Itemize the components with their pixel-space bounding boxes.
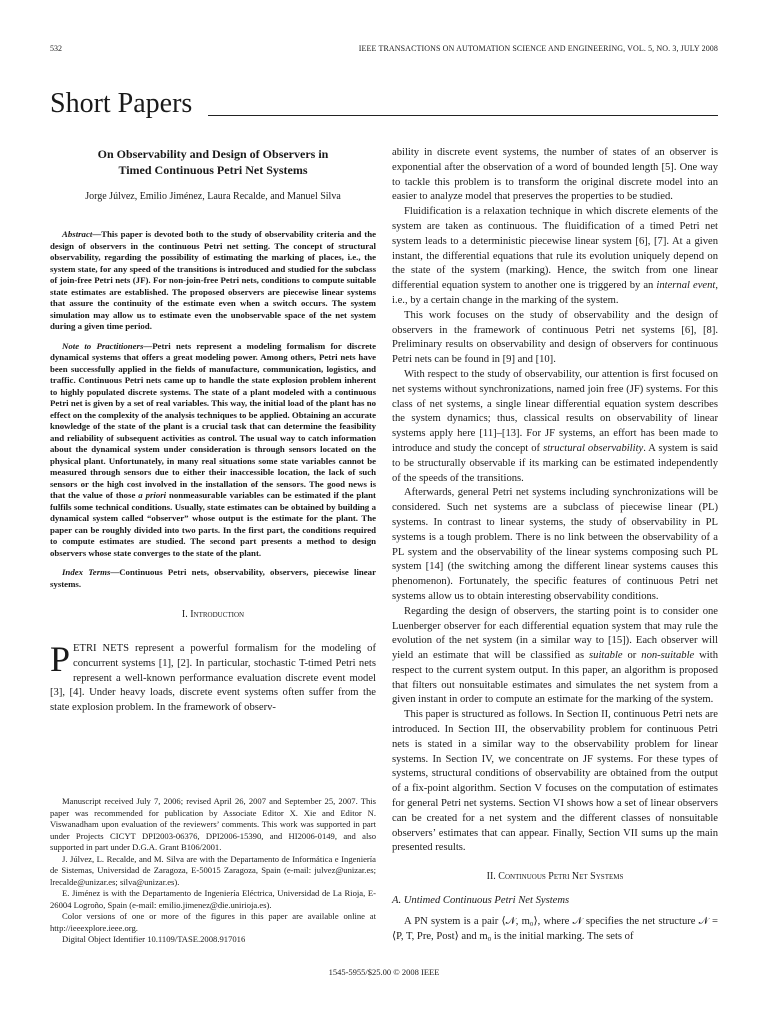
practitioners-italic: a priori [138, 490, 167, 500]
page-number: 532 [50, 44, 62, 53]
journal-name: IEEE TRANSACTIONS ON AUTOMATION SCIENCE AND ENGINEERING, VOL. 5, NO. 3, JULY 2008 [358, 44, 718, 53]
paper-title-line: On Observability and Design of Observers in [97, 147, 329, 161]
section-number: I. [181, 609, 191, 620]
left-column [50, 146, 376, 716]
intro-text: ETRI NETS represent a powerful formalism for the modeling of concurrent systems [1], [2]. In particular, stochastic T-timed Petri nets represent a well-known performance evaluation discrete event model [3], [4]. Under heavy loads, discrete event systems often suffer from the state explosion problem. In the framework of observ- [50, 643, 376, 714]
banner-rule [208, 115, 718, 116]
abstract-text: —This paper is devoted both to the study of observability criteria and the design of observers in the continuous Petri net setting. The concept of structural observability, regarding the possibility of estimating the marking of places, i.e., the system state, for any speed of the transitions is introduced and studied for the subclass of join-free Petri nets (JF). For non-join-free Petri nets, conditions to compute suitable state estimates are established. The proposed observers are piecewise linear systems that assure the continuity of the estimate even when a switch occurs. The system simulation may allow us to estimate even the unobservable space of the net system during a given time period. [50, 229, 376, 331]
paper-authors: Jorge Júlvez, Emilio Jiménez, Laura Recalde, and Manuel Silva [85, 191, 341, 202]
footnote-affiliation: J. Júlvez, L. Recalde, and M. Silva are with the Departamento de Informática e Ingeniería de Sistemas, Universidad de Zaragoza, E-50015 Zaragoza, Spain (e-mail: julvez@unizar.es; lrecalde@unizar.es; silva@unizar.es). [50, 853, 376, 887]
section-banner-title: Short Papers [50, 88, 193, 119]
body-paragraph [392, 205, 718, 309]
note-to-practitioners [50, 341, 376, 560]
subsection-heading: A. Untimed Continuous Petri Net Systems [392, 895, 570, 907]
practitioners-text: nonmeasurable variables can be estimated if the plant fulfils some technical conditions. Usually, state estimates can be obtained by building a dynamical system called “observer” whose output is the estimate for the plant. The paper can be roughly divided into two parts. In the first part, the conditions required to compute estimates are studied. The second part presents a method to design observers whose state converges to the state of the plant. [50, 490, 376, 558]
running-header [50, 44, 718, 58]
section-title: Introduction [190, 609, 245, 620]
footnote-manuscript: Manuscript received July 7, 2006; revised April 26, 2007 and September 25, 2007. This paper was recommended for publication by Associate Editor X. Xie and Editor N. Viswanadham upon evaluation of the reviewers’ comments. This work was supported in part under Projects CICYT DPI2003-06376, DPI2006-15390, and HI2006-0149, and also supported in part under D.G.A. Grant B106/2001. [50, 796, 376, 852]
intro-paragraph [50, 639, 376, 716]
body-italic: structural observability [543, 442, 644, 454]
index-terms-label: Index Terms [62, 567, 111, 577]
practitioners-text: —Petri nets represent a modeling formalism for discrete dynamical systems that offers a great modeling power. Among others, Petri nets have been successfully applied in the fields of manufacture, communication, logistics, and traffic. Continuous Petri nets came up to handle the state explosion problem inherent to highly populated discrete systems. The state of a plant modeled with a continuous Petri net is given by a set of real variables. This way, the initial load of the plant has no effect on the complexity of the analysis techniques to be applied. Obtaining an accurate knowledge of the state of the plant is a crucial task that can determine the feasibility and reliability of subsequent activities as control. The usual way to catch information about the dynamical system under consideration is through sensors located on the physical plant. Unfortunately, in many real situations some state variables cannot be measured through sensors due to either their inaccessible location, the lack of such sensors or the high cost involved in the installation of the sensors. The good news is that the value of those [50, 340, 376, 500]
abstract [50, 229, 376, 333]
body-text: Regarding the design of observers, the starting point is to consider one Luenberger observer for each differential equation system that may rule the evolution of the net system (in a similar way to [15]). Each observer will yield an estimate that will be classified as [392, 605, 718, 662]
section-title: Continuous Petri Net Systems [498, 871, 624, 883]
section-heading-introduction [50, 608, 376, 622]
practitioners-label: Note to Practitioners [62, 340, 144, 351]
footnote-affiliation: E. Jiménez is with the Departamento de Ingeniería Eléctrica, Universidad de La Rioja, E-26004 Logroño, Spain (e-mail: emilio.jimenez@die.unirioja.es). [50, 888, 376, 910]
body-italic: non-suitable [641, 650, 695, 662]
body-paragraph [392, 605, 718, 709]
body-text: or [622, 650, 642, 662]
body-text: , i.e., by a certain change in the marking of the system. [392, 280, 718, 306]
footnote-color: Color versions of one or more of the figures in this paper are available online at http://ieeexplore.ieee.org. [50, 911, 376, 933]
body-paragraph: A PN system is a pair ⟨𝒩, m₀⟩, where 𝒩 specifies the net structure 𝒩 = ⟨P, T, Pre, Post⟩ and m₀ is the initial marking. The sets of [392, 916, 718, 942]
abstract-label: Abstract [62, 229, 93, 239]
body-text: with respect to the current system output. In this paper, an algorithm is proposed that filters out nonsuitable estimates and simulates the net system from a given instant in order to compute an estimate for the marking of the system. [392, 650, 718, 706]
body-paragraph: This work focuses on the study of observability and the design of observers in the framework of continuous Petri net systems [6], [8]. Preliminary results on observability and design of observers for continuous Petri nets can be found in [9] and [10]. [392, 309, 718, 366]
body-text: With respect to the study of observability, our attention is first focused on net systems without synchronizations, named join free (JF) systems. For this class of net systems, a single linear differential equation system describes the system dynamics; thus, classical results on observability of linear systems apply here [11]–[13]. For JF systems, an effort has been made to introduce and study the concept of [392, 368, 718, 454]
body-text: Fluidification is a relaxation technique in which discrete elements of the system are taken as continuous. The fluidification of a timed Petri net system leads to a deterministic piecewise linear system [6], [7]. At a given instant, the differential equations that rule its evolution uniquely depend on the state of the system (marking). Hence, the switch from one linear differential equation system to another one is triggered by an [392, 206, 718, 292]
body-paragraph [392, 368, 718, 486]
body-text: . A system is said to be structurally observable if its marking can be estimated independently of the speeds of the transitions. [392, 442, 718, 484]
body-paragraph: ability in discrete event systems, the number of states of an observer is exponential after the observation of a word of bounded length [5]. One way to tackle this problem is to transform the original discrete model into an easier to analyze model that preserves the properties to be studied. [392, 147, 718, 203]
paper-title [50, 146, 376, 178]
section-banner [50, 86, 718, 122]
copyright-footer: 1545-5955/$25.00 © 2008 IEEE [328, 967, 440, 977]
index-terms-text: —Continuous Petri nets, observability, observers, piecewise linear systems. [50, 567, 376, 589]
body-paragraph: This paper is structured as follows. In Section II, continuous Petri nets are introduced. In Section III, the observability problem for continuous Petri nets is stated in a similar way to the observability problem for linear systems. In Section IV, we concentrate on JF systems. For these types of systems, structural conditions of observability are obtained from the output of a fix-point algorithm. Section V focuses on the computation of estimates for general Petri net systems. Section VI shows how a set of linear observers can be created for a net system and the different classes of nonsuitable observers’ estimates that can appear. Finally, Section VII sums up the main presented results. [392, 709, 718, 854]
body-italic: internal event [656, 280, 716, 292]
section-heading-continuous-petri-nets [392, 870, 718, 884]
index-terms [50, 567, 376, 590]
body-italic: suitable [589, 650, 623, 662]
drop-cap: P [50, 639, 71, 679]
footnotes [50, 796, 376, 946]
section-number: II. [486, 871, 499, 883]
paper-title-line: Timed Continuous Petri Net Systems [118, 163, 308, 177]
footnote-doi: Digital Object Identifier 10.1109/TASE.2008.917016 [62, 934, 246, 944]
body-paragraph: Afterwards, general Petri net systems including synchronizations will be considered. Such net systems are a subclass of piecewise linear (PL) systems. In contrast to linear systems, the study of observability in PL systems is a tough problem. There is no link between the observability of a PL system and the observability of the linear systems composing such PL system [14] (the switching among the different linear systems causes this phenomenon). Fortunately, the specific features of continuous Petri net systems allow us to obtain interesting observability conditions. [392, 487, 718, 602]
right-column [392, 146, 718, 945]
